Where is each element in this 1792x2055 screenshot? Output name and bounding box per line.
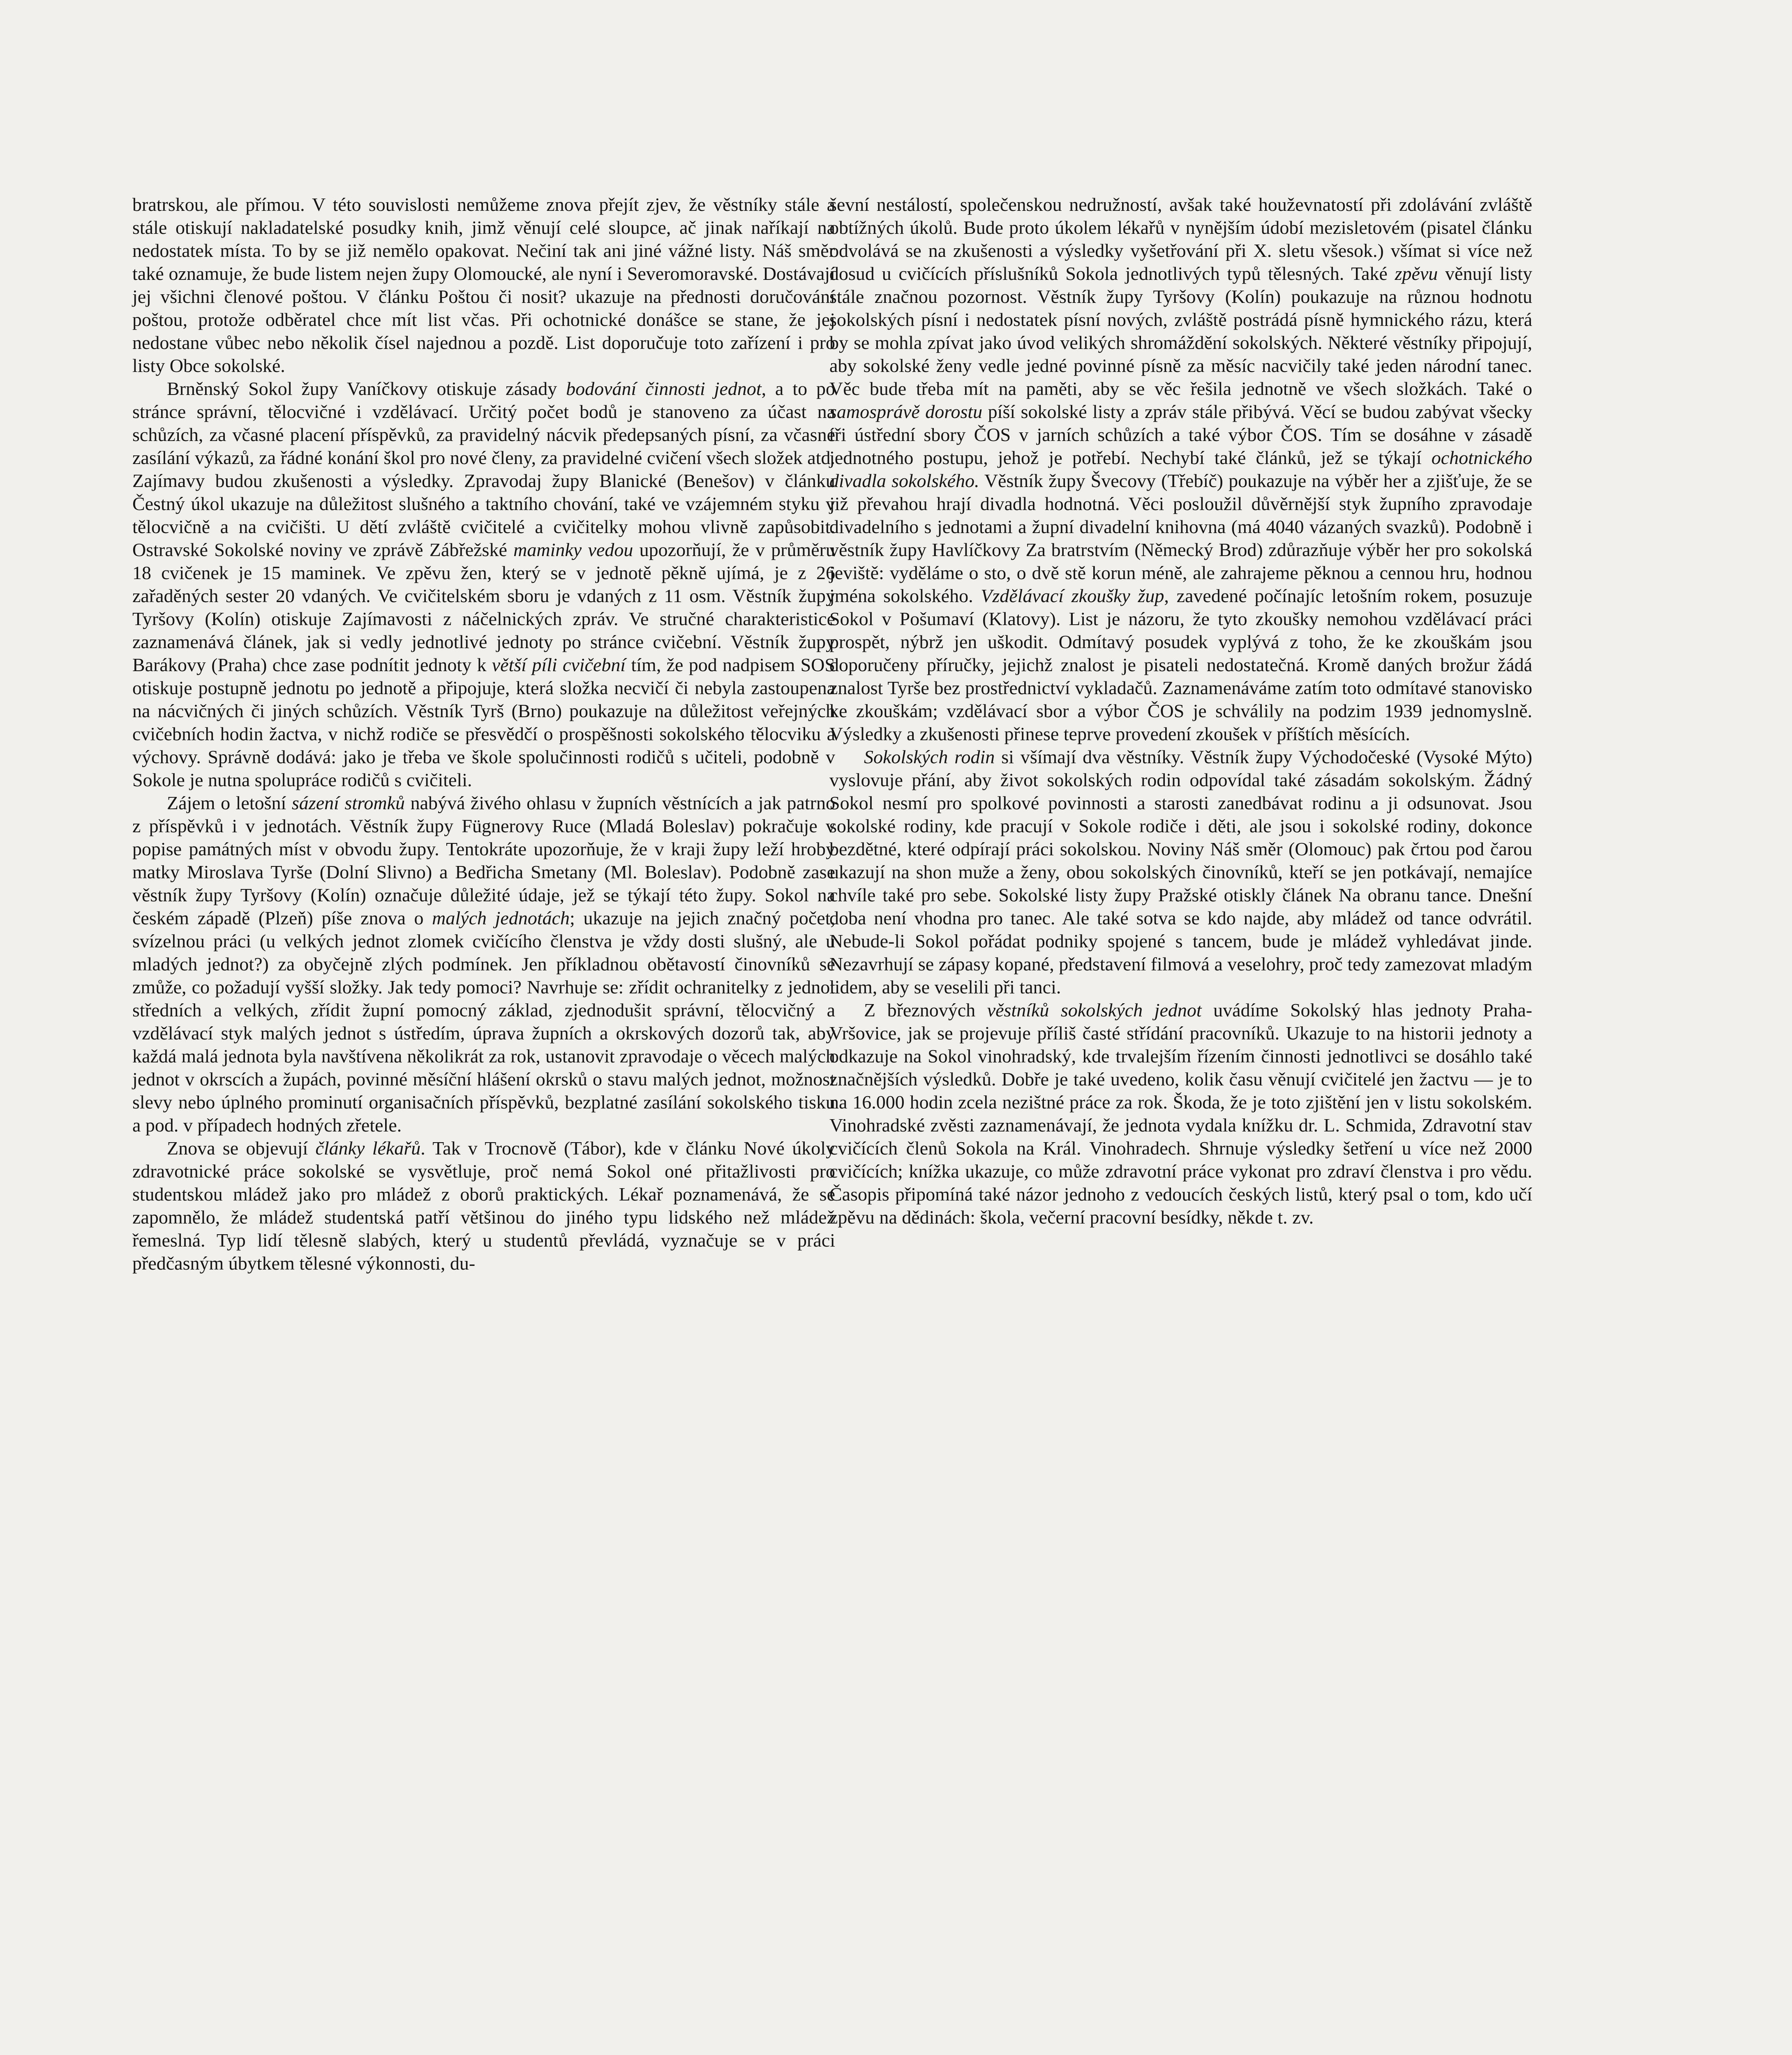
text-run: Znova se objevují [167,1138,316,1159]
paragraph [829,746,1532,999]
italic-phrase: samosprávě dorostu [829,401,983,422]
italic-phrase: bodování činnosti jednot [566,378,762,399]
text-run: bratrskou, ale přímou. V této souvislosti nemůžeme znova přejít zjev, že věstníky stále a stále otiskují nakladatelské posudky knih, jimž věnují celé sloupce, ač jinak naříkají na nedostatek místa. To by se již nemělo opakovat. Nečiní tak ani jiné vážné listy. Náš směr také oznamuje, že bude listem nejen župy Olomoucké, ale nyní i Severomoravské. Dostávají jej všichni členové poštou. V článku Poštou či nosit? ukazuje na přednosti doručování poštou, protože odběratel chce mít list včas. Při ochotnické donášce se stane, že jej nedostane vůbec nebo několik čísel najednou a pozdě. List doporučuje toto zařízení i pro listy Obce sokolské. [132,194,835,376]
paragraph [132,193,835,377]
text-run: Věstník župy Švecovy (Třebíč) poukazuje na výběr her a zjišťuje, že se již převahou hrají divadla hodnotná. Věci posloužil důvěrnější styk župního zpravodaje divadelního s jednotami a župní divadelní knihovna (má 4040 vázaných svazků). Podobně i věstník župy Havlíčkovy Za bratrstvím (Německý Brod) zdůrazňuje výběr her pro sokolská jeviště: vyděláme o sto, o dvě stě korun méně, ale zahrajeme pěknou a cennou hru, hodnou jména sokolského. [829,470,1532,606]
text-run: , a to po stránce správní, tělocvičné i vzdělávací. Určitý počet bodů je stanoveno za účast na schůzích, za včasné placení příspěvků, za pravidelný nácvik předepsaných písní, za včasné zasílání výkazů, za řádné konání škol pro nové členy, za pravidelné cvičení všech složek atd. Zajímavy budou zkušenosti a výsledky. Zpravodaj župy Blanické (Benešov) v článku Čestný úkol ukazuje na důležitost slušného a taktního chování, také ve vzájemném styku v tělocvičně a na cvičišti. U dětí zvláště cvičitelé a cvičitelky mohou vlivně zapůsobit. Ostravské Sokolské noviny ve zprávě Zábřežské [132,378,835,560]
text-run: si všímají dva věstníky. Věstník župy Východočeské (Vysoké Mýto) vyslovuje přání, aby život sokolských rodin odpovídal také zásadám sokolským. Žádný Sokol nesmí pro spolkové povinnosti a starosti zanedbávat rodinu a ji odsunovat. Jsou sokolské rodiny, kde pracují v Sokole rodiče i děti, ale jsou i sokolské rodiny, dokonce bezdětné, které odpírají práci sokolskou. Noviny Náš směr (Olomouc) pak črtou pod čarou ukazují na shon muže a ženy, obou sokolských činovníků, kteří se jen potkávají, nemajíce chvíle také pro sebe. Sokolské listy župy Pražské otiskly článek Na obranu tance. Dnešní doba není vhodna pro tanec. Ale také sotva se kdo najde, aby mládež od tance odvrátil. Nebude-li Sokol pořádat podniky spojené s tancem, bude je mládež vyhledávat jinde. Nezavrhují se zápasy kopané, představení filmová a veselohry, proč tedy zamezovat mladým lidem, aby se veselili při tanci. [829,746,1532,997]
italic-phrase: Sokolských rodin [864,746,995,767]
left-column [132,193,835,1275]
text-run: . Tak v Trocnově (Tábor), kde v článku Nové úkoly zdravotnické práce sokolské se vysvětluje, proč nemá Sokol oné přitažlivosti pro studentskou mládež jako pro mládež z oborů praktických. Lékař poznamenává, že se zapomnělo, že mládež studentská patří většinou do jiného typu lidského než mládež řemeslná. Typ lidí tělesně slabých, který u studentů převládá, vyznačuje se v práci předčasným úbytkem tělesné výkonnosti, du- [132,1138,835,1274]
text-run: Zájem o letošní [167,792,292,813]
italic-phrase: ochotnického divadla sokolského. [829,447,1532,491]
text-run: Brněnský Sokol župy Vaníčkovy otiskuje zásady [167,378,566,399]
paragraph [829,193,1532,746]
text-run: věnují listy stále značnou pozornost. Věstník župy Tyršovy (Kolín) poukazuje na různou hodnotu sokolských písní i nedostatek písní nových, zvláště postrádá písně hymnického rázu, která by se mohla zpívat jako úvod velikých shromáždění sokolských. Některé věstníky připojují, aby sokolské ženy vedle jedné povinné písně za měsíc nacvičily také jeden národní tanec. Věc bude třeba mít na paměti, aby se věc řešila jednotně ve všech složkách. Také o [829,263,1532,399]
italic-phrase: malých jednotách [432,907,570,928]
italic-phrase: sázení stromků [291,792,405,813]
paragraph [132,377,835,792]
italic-phrase: Vzdělávací zkoušky žup [981,585,1164,606]
right-column [829,193,1532,1229]
text-run: ; ukazuje na jejich značný počet, svízelnou práci (u velkých jednot zlomek cvičícího členstva je vždy dosti slušný, ale u mladých jednot?) za obyčejně zlých podmínek. Jen příkladnou obětavostí činovníků se zmůže, co požadují vyšší složky. Jak tedy pomoci? Navrhuje se: zřídit ochranitelky z jednot středních a velkých, zřídit župní pomocný základ, zjednodušit správní, tělocvičný a vzdělávací styk malých jednot s ústředím, úprava župních a okrskových dozorů tak, aby každá malá jednota byla navštívena několikrát za rok, ustanovit zpravodaje o věcech malých jednot v okrscích a župách, povinné měsíční hlášení okrsků o stavu malých jednot, možnost slevy nebo úplného prominutí organisačních příspěvků, bezplatné zasílání sokolského tisku a pod. v případech hodných zřetele. [132,907,835,1136]
italic-phrase: větší píli cvičební [492,654,626,675]
paragraph [132,792,835,1137]
paragraph [132,1137,835,1275]
text-run: Z březnových [864,1000,987,1021]
text-run: píší sokolské listy a zpráv stále přibývá. Věcí se budou zabývat všecky tři ústřední sbory ČOS v jarních schůzích a také výbor ČOS. Tím se dosáhne v zásadě jednotného postupu, jehož je potřebí. Nechybí také článků, jež se týkají [829,401,1532,468]
text-run: , zavedené počínajíc letošním rokem, posuzuje Sokol v Pošumaví (Klatovy). List je názoru, že tyto zkoušky nemohou vzdělávací práci prospět, nýbrž jen uškodit. Odmítavý posudek vyplývá z toho, že ke zkouškám jsou doporučeny příručky, jejichž znalost je pisateli nedostatečná. Kromě daných brožur žádá znalost Tyrše bez prostřednictví vykladačů. Zaznamenáváme zatím toto odmítavé stanovisko ke zkouškám; vzdělávací sbor a výbor ČOS je schválily na podzim 1939 jednomyslně. Výsledky a zkušenosti přinese teprve provedení zkoušek v příštích měsících. [829,585,1532,744]
text-run: nabývá živého ohlasu v župních věstnících a jak patrno z příspěvků i v jednotách. Věstník župy Fügnerovy Ruce (Mladá Boleslav) pokračuje v popise památných míst v obvodu župy. Tentokráte upozorňuje, že v kraji župy leží hroby matky Miroslava Tyrše (Dolní Slivno) a Bedřicha Smetany (Ml. Boleslav). Podobně zase věstník župy Tyršovy (Kolín) označuje důležité údaje, jež se týkají této župy. Sokol na českém západě (Plzeň) píše znova o [132,792,835,928]
italic-phrase: články lékařů [315,1138,421,1159]
italic-phrase: věstníků sokolských jednot [987,1000,1202,1021]
italic-phrase: zpěvu [1395,263,1438,284]
text-run: upozorňují, že v průměru 18 cvičenek je 15 maminek. Ve zpěvu žen, který se v jednotě pěkně ujímá, je z 26 zařaděných sester 20 vdaných. Ve cvičitelském sboru je vdaných z 11 osm. Věstník župy Tyršovy (Kolín) otiskuje Zajímavosti z náčelnických zpráv. Ve stručné charakteristice zaznamenává článek, jak si vedly jednotlivé jednoty po stránce cvičební. Věstník župy Barákovy (Praha) chce zase podnítit jednoty k [132,539,836,675]
paragraph [829,999,1532,1229]
text-run: ševní nestálostí, společenskou nedružností, avšak také houževnatostí při zdolávání zvláště obtížných úkolů. Bude proto úkolem lékařů v nynějším údobí mezisletovém (pisatel článku odvolává se na zkušenosti a výsledky vyšetřování při X. sletu všesok.) všímat si více než dosud u cvičících příslušníků Sokola jednotlivých typů tělesných. Také [829,194,1532,284]
italic-phrase: maminky vedou [513,539,633,560]
text-run: uvádíme Sokolský hlas jednoty Praha-Vršovice, jak se projevuje příliš časté střídání pracovníků. Ukazuje to na historii jednoty a odkazuje na Sokol vinohradský, kde trvalejším řízením činnosti jednotlivci se dosáhlo také značnějších výsledků. Dobře je také uvedeno, kolik času věnují cvičitelé jen žactvu — je to na 16.000 hodin zcela nezištné práce za rok. Škoda, že je toto zjištění jen v listu sokolském. Vinohradské zvěsti zaznamenávají, že jednota vydala knížku dr. L. Schmida, Zdravotní stav cvičících členů Sokola na Král. Vinohradech. Shrnuje výsledky šetření u více než 2000 cvičících; knížka ukazuje, co může zdravotní práce vykonat pro zdraví členstva i pro vědu. Časopis připomíná také názor jednoho z vedoucích českých listů, který psal o tom, kdo učí zpěvu na dědinách: škola, večerní pracovní besídky, někde t. zv. [829,1000,1532,1228]
text-run: tím, že pod nadpisem SOS otiskuje postupně jednotu po jednotě a připojuje, která složka necvičí či nebyla zastoupena na nácvičných či jiných schůzích. Věstník Tyrš (Brno) poukazuje na důležitost veřejných cvičebních hodin žactva, v nichž rodiče se přesvědčí o prospěšnosti sokolského tělocviku a výchovy. Správně dodává: jako je třeba ve škole spolučinnosti rodičů s učiteli, podobně v Sokole je nutna spolupráce rodičů s cvičiteli. [132,654,835,790]
